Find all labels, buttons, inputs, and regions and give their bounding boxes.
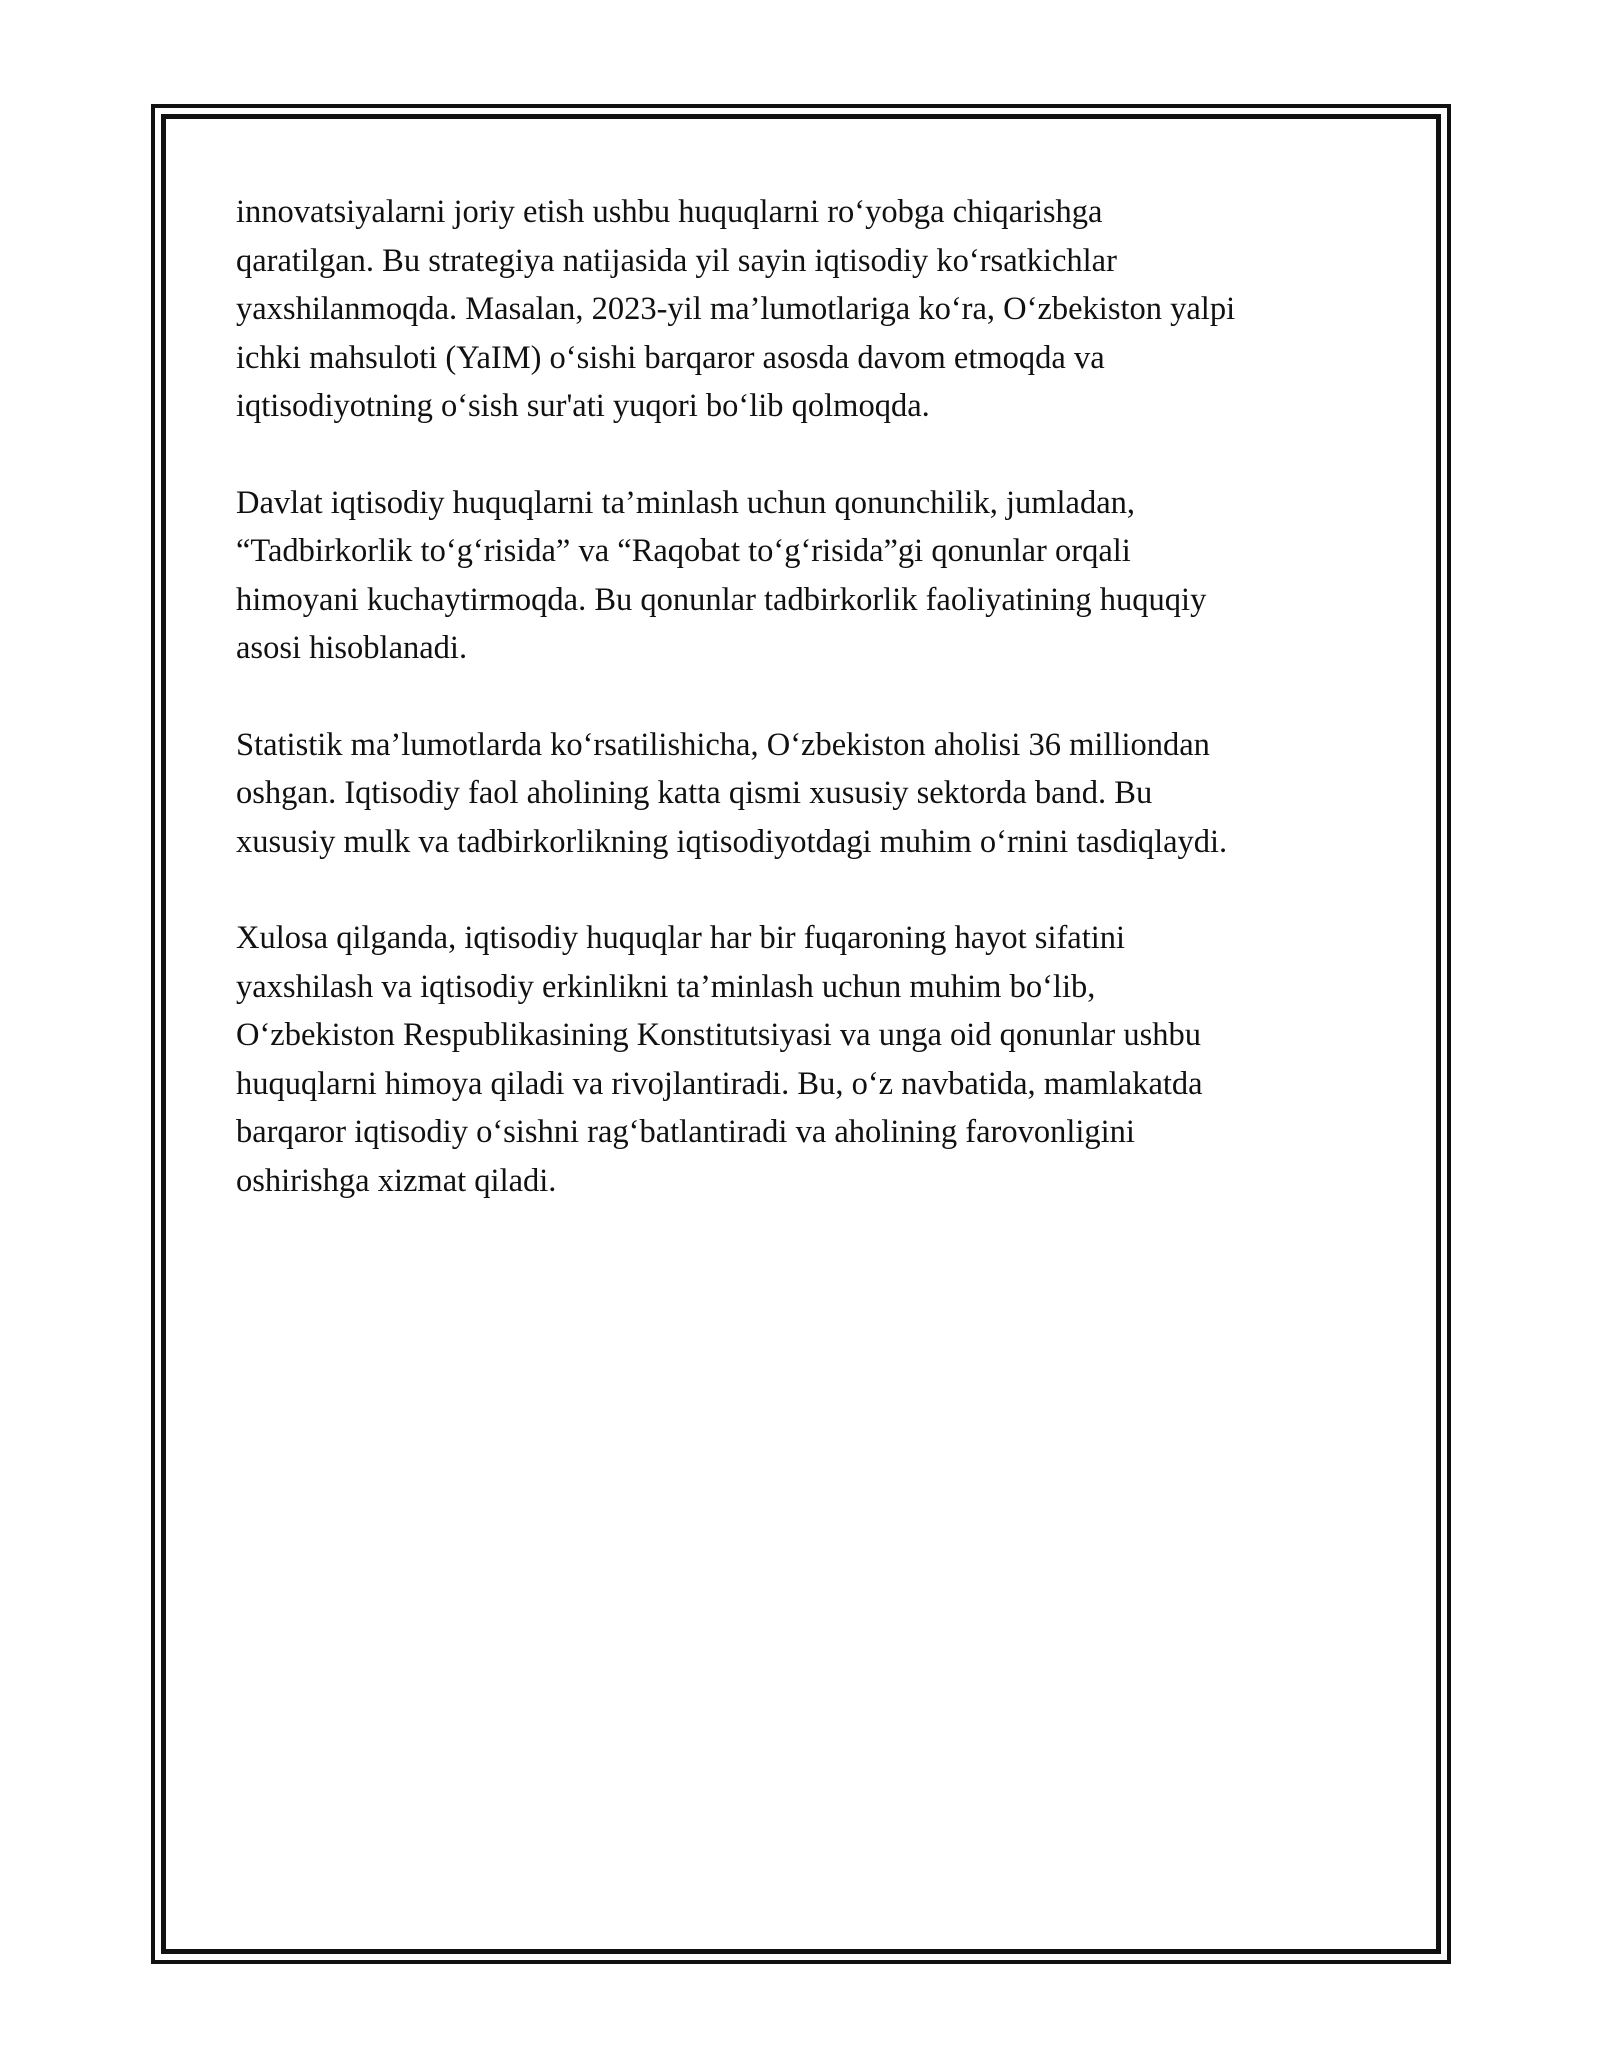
paragraph-legislation: Davlat iqtisodiy huquqlarni ta’minlash uchun qonunchilik, jumladan, “Tadbirkorlik to‘g‘risida” va “Raqobat to‘g‘risida”gi qonunlar orqali himoyani kuchaytirmoqda. Bu qonunlar tadbirkorlik faoliyatining huquqiy asosi hisoblanadi. <box>236 484 1207 666</box>
document-body <box>236 188 1376 1253</box>
paragraph-economic-indicators: innovatsiyalarni joriy etish ushbu huquqlarni ro‘yobga chiqarishga qaratilgan. Bu strategiya natijasida yil sayin iqtisodiy ko‘rsatkichlar yaxshilanmoqda. Masalan, 2023-yil ma’lumotlariga ko‘ra, O‘zbekiston yalpi ichki mahsuloti (YaIM) o‘sishi barqaror asosda davom etmoqda va iqtisodiyotning o‘sish sur'ati yuqori bo‘lib qolmoqda. <box>236 194 1236 424</box>
paragraph-statistics: Statistik ma’lumotlarda ko‘rsatilishicha, O‘zbekiston aholisi 36 milliondan oshgan. Iqtisodiy faol aholining katta qismi xususiy sektorda band. Bu xususiy mulk va tadbirkorlikning iqtisodiyotdagi muhim o‘rnini tasdiqlaydi. <box>236 726 1228 860</box>
paragraph-conclusion: Xulosa qilganda, iqtisodiy huquqlar har bir fuqaroning hayot sifatini yaxshilash va iqtisodiy erkinlikni ta’minlash uchun muhim bo‘lib, O‘zbekiston Respublikasining Konstitutsiyasi va unga oid qonunlar ushbu huquqlarni himoya qiladi va rivojlantiradi. Bu, o‘z navbatida, mamlakatda barqaror iqtisodiy o‘sishni rag‘batlantiradi va aholining farovonligini oshirishga xizmat qiladi. <box>236 920 1203 1199</box>
